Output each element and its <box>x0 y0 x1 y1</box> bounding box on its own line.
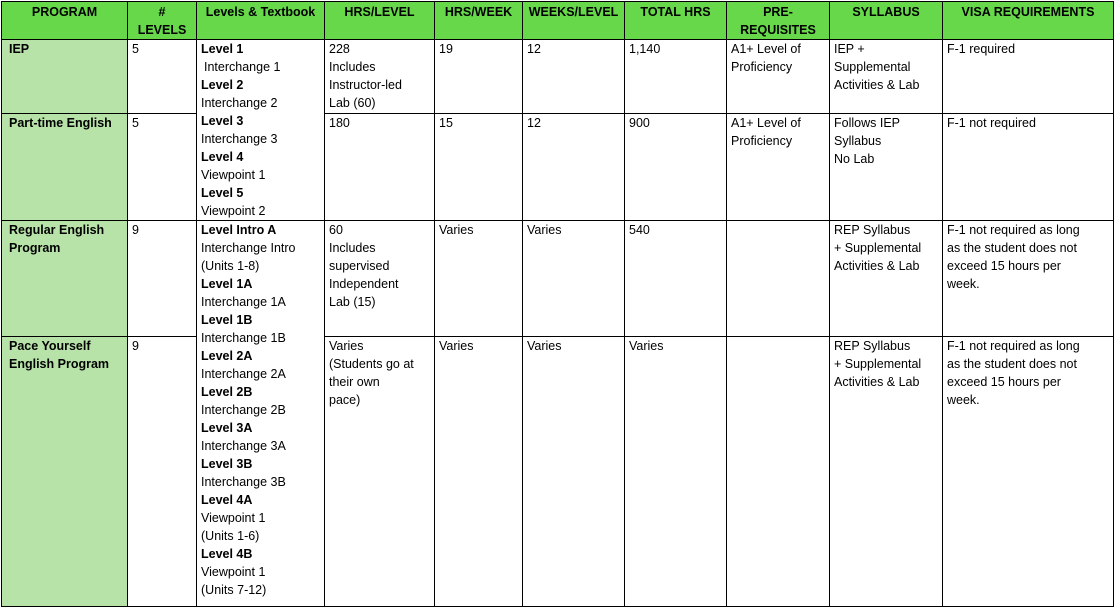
syllabus-cell <box>830 40 943 114</box>
weeks-level-cell: 12 <box>523 40 625 114</box>
syllabus-cell <box>830 221 943 337</box>
hrs-level-line: Includes <box>329 60 376 74</box>
level-label: Level 3 <box>201 114 244 128</box>
textbook-label: Interchange 2B <box>201 403 286 417</box>
hrs-level-line: 228 <box>329 42 350 56</box>
hrs-level-line: Lab (15) <box>329 295 376 309</box>
total-hrs-cell: 900 <box>625 113 727 220</box>
hrs-level-line: pace) <box>329 393 361 407</box>
hrs-level-line: supervised <box>329 259 390 273</box>
header-hrs-level: HRS/LEVEL <box>325 2 435 40</box>
syllabus-cell <box>830 337 943 607</box>
level-label: Level 4A <box>201 493 253 507</box>
total-hrs-cell: 540 <box>625 221 727 337</box>
visa-line: F-1 not required as long <box>947 223 1080 237</box>
visa-line: F-1 required <box>947 42 1016 56</box>
hrs-level-line: Includes <box>329 241 376 255</box>
total-hrs-cell: Varies <box>625 337 727 607</box>
textbook-label: Interchange 1 <box>204 60 281 74</box>
table-row <box>2 221 1114 337</box>
hrs-level-line: Lab (60) <box>329 96 376 110</box>
hrs-level-line: their own <box>329 375 380 389</box>
weeks-level-cell: 12 <box>523 113 625 220</box>
program-table <box>1 1 1114 607</box>
syllabus-line: Supplemental <box>834 60 911 74</box>
syllabus-line: + Supplemental <box>834 357 922 371</box>
level-label: Level 2A <box>201 349 253 363</box>
hrs-level-line: Varies <box>329 339 364 353</box>
textbook-label: Interchange 2 <box>201 96 278 110</box>
syllabus-line: REP Syllabus <box>834 339 911 353</box>
levels-cell: 9 <box>128 221 197 337</box>
textbook-label: Viewpoint 1 <box>201 168 266 182</box>
textbook-label: Interchange 1B <box>201 331 286 345</box>
syllabus-line: No Lab <box>834 151 875 166</box>
prereq-cell <box>727 337 830 607</box>
level-label: Level 2B <box>201 385 253 399</box>
hrs-level-cell <box>325 221 435 337</box>
visa-cell <box>943 40 1114 114</box>
level-label: Level 5 <box>201 186 244 200</box>
table-row <box>2 40 1114 114</box>
visa-line: as the student does not <box>947 241 1077 255</box>
program-cell: Part-time English <box>2 113 128 220</box>
syllabus-line: Activities & Lab <box>834 259 920 273</box>
weeks-level-cell: Varies <box>523 337 625 607</box>
total-hrs-cell: 1,140 <box>625 40 727 114</box>
textbook-label: (Units 7-12) <box>201 583 267 597</box>
textbook-label: Interchange 2A <box>201 367 286 381</box>
level-label: Level 1B <box>201 313 253 327</box>
header-weeks-level: WEEKS/LEVEL <box>523 2 625 40</box>
header-syllabus: SYLLABUS <box>830 2 943 40</box>
table-row <box>2 113 1114 220</box>
header-prereq-line1: PRE- <box>763 5 793 19</box>
syllabus-line: REP Syllabus <box>834 223 911 237</box>
level-label: Level Intro A <box>201 223 277 237</box>
syllabus-cell <box>830 113 943 220</box>
textbook-label: Interchange 1A <box>201 295 286 309</box>
visa-line: exceed 15 hours per <box>947 259 1061 273</box>
program-line: Pace Yourself <box>9 339 91 353</box>
header-program: PROGRAM <box>2 2 128 40</box>
prereq-line: A1+ Level of <box>731 42 801 56</box>
program-cell <box>2 337 128 607</box>
hrs-level-line: 60 <box>329 223 343 237</box>
prereq-cell <box>727 113 830 220</box>
level-label: Level 4 <box>201 150 244 164</box>
syllabus-line: Syllabus <box>834 133 882 148</box>
levels-textbook-cell <box>197 40 325 221</box>
levels-cell: 5 <box>128 113 197 220</box>
header-levels <box>128 2 197 40</box>
visa-cell <box>943 221 1114 337</box>
hrs-week-cell: 15 <box>435 113 523 220</box>
hrs-level-line: (Students go at <box>329 357 414 371</box>
hrs-week-cell: Varies <box>435 337 523 607</box>
header-levels-textbook: Levels & Textbook <box>197 2 325 40</box>
textbook-label: Viewpoint 1 <box>201 565 266 579</box>
level-label: Level 2 <box>201 78 244 92</box>
program-cell: IEP <box>2 40 128 114</box>
level-label: Level 3A <box>201 421 253 435</box>
levels-cell: 9 <box>128 337 197 607</box>
level-label: Level 1 <box>201 42 244 56</box>
header-total-hrs: TOTAL HRS <box>625 2 727 40</box>
prereq-line: A1+ Level of <box>731 115 801 130</box>
program-line: Regular English <box>9 223 105 237</box>
level-label: Level 1A <box>201 277 253 291</box>
visa-line: exceed 15 hours per <box>947 375 1061 389</box>
header-levels-word: LEVELS <box>137 23 187 37</box>
header-prerequisites <box>727 2 830 40</box>
weeks-level-cell: Varies <box>523 221 625 337</box>
textbook-label: (Units 1-6) <box>201 529 260 543</box>
header-levels-hash: # <box>158 5 166 19</box>
prereq-line: Proficiency <box>731 60 793 74</box>
visa-line: as the student does not <box>947 357 1077 371</box>
visa-line: F-1 not required <box>947 115 1036 130</box>
textbook-label: Viewpoint 1 <box>201 511 266 525</box>
textbook-label: (Units 1-8) <box>201 259 260 273</box>
syllabus-line: Activities & Lab <box>834 375 920 389</box>
syllabus-line: + Supplemental <box>834 241 922 255</box>
hrs-level-cell <box>325 113 435 220</box>
levels-textbook-cell <box>197 221 325 607</box>
level-label: Level 3B <box>201 457 253 471</box>
syllabus-line: Follows IEP <box>834 115 900 130</box>
prereq-cell <box>727 221 830 337</box>
level-label: Level 4B <box>201 547 253 561</box>
table-row <box>2 337 1114 607</box>
header-visa: VISA REQUIREMENTS <box>943 2 1114 40</box>
syllabus-line: IEP + <box>834 42 865 56</box>
visa-line: week. <box>947 277 980 291</box>
program-line: English Program <box>9 357 110 371</box>
textbook-label: Interchange 3 <box>201 132 278 146</box>
header-hrs-week: HRS/WEEK <box>435 2 523 40</box>
visa-line: week. <box>947 393 980 407</box>
levels-cell: 5 <box>128 40 197 114</box>
syllabus-line: Activities & Lab <box>834 78 920 92</box>
hrs-level-cell <box>325 40 435 114</box>
prereq-line: Proficiency <box>731 133 793 148</box>
hrs-week-cell: 19 <box>435 40 523 114</box>
hrs-level-cell <box>325 337 435 607</box>
program-cell <box>2 221 128 337</box>
hrs-week-cell: Varies <box>435 221 523 337</box>
hrs-level-line: Independent <box>329 277 399 291</box>
visa-cell <box>943 337 1114 607</box>
prereq-cell <box>727 40 830 114</box>
textbook-label: Viewpoint 2 <box>201 204 266 218</box>
visa-cell <box>943 113 1114 220</box>
header-row <box>2 2 1114 40</box>
textbook-label: Interchange 3B <box>201 475 286 489</box>
visa-line: F-1 not required as long <box>947 339 1080 353</box>
program-line: Program <box>9 241 61 255</box>
hrs-level-line: 180 <box>329 115 350 130</box>
textbook-label: Interchange Intro <box>201 241 296 255</box>
textbook-label: Interchange 3A <box>201 439 286 453</box>
hrs-level-line: Instructor-led <box>329 78 402 92</box>
header-prereq-line2: REQUISITES <box>740 23 816 37</box>
